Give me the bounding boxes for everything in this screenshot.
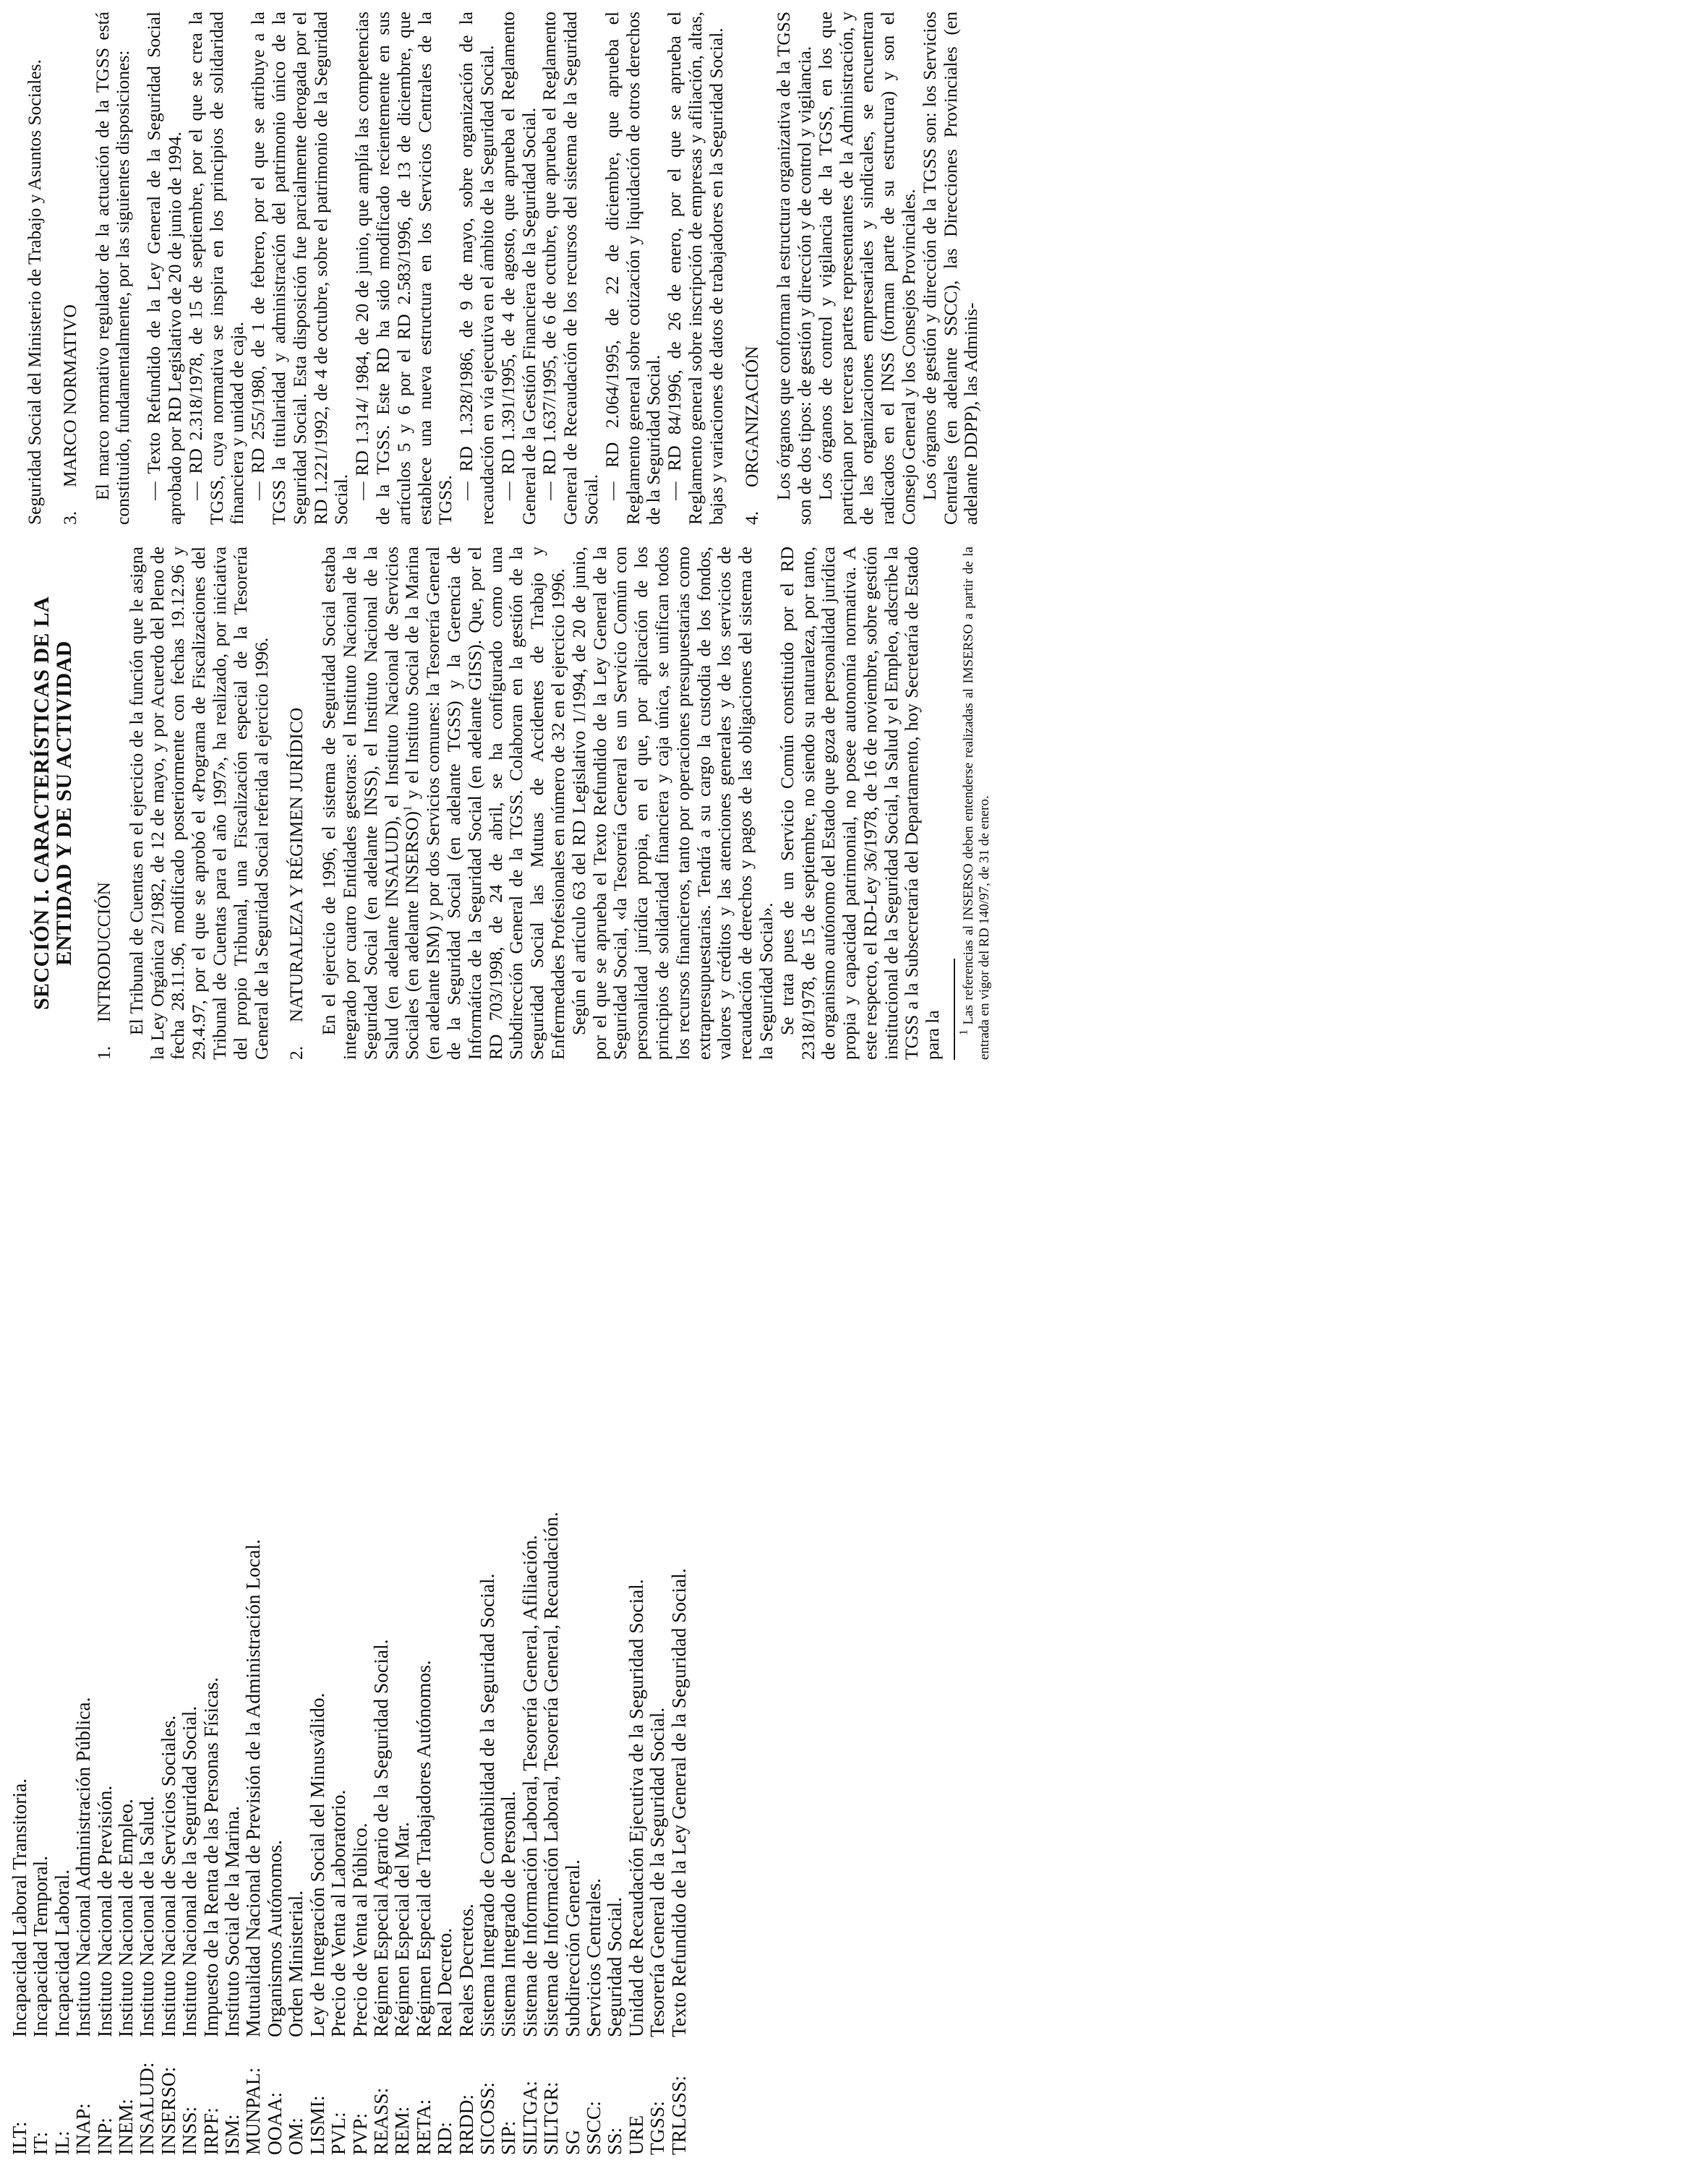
abbreviation-row [264,1143,285,2155]
abbreviation-value: Instituto Social de la Marina. [221,1806,244,2037]
abbreviation-value: Incapacidad Temporal. [29,1855,52,2037]
abbreviation-row [540,1143,561,2155]
paragraph: El Tribunal de Cuentas en el ejercicio de la función que le asigna la Ley Orgánica 2/1982, de 12 de mayo, y por Acuerdo del Pleno de fecha 28.11.96, modificado posteriormente con fechas 19.12.96 y 29.4.97, por el que se aprobó el «Programa de Fiscalizaciones del Tribunal de Cuentas para el año 1997», ha realizado, por iniciativa del propio Tribunal, una Fiscalización especial de la Tesorería General de la Seguridad Social referida al ejercicio 1996. [125,547,272,1060]
column-1 [30,547,993,1060]
abbreviation-value: Régimen Especial Agrario de la Seguridad Social. [369,1639,392,2037]
column-2 [25,12,982,525]
abbreviation-row [668,1143,689,2155]
footnote-divider [954,959,955,1060]
abbreviation-row [497,1143,518,2155]
list-item: — RD 255/1980, de 1 de febrero, por el que se atribuye a la TGSS la titularidad y administración del patrimonio único de la Seguridad Social. Esta disposición fue parcialmente derogada por el RD 1.221/1992, de 4 de octubre, sobre el patrimonio de la Seguridad Social. [247,12,352,525]
abbreviation-key: REM: [390,2106,414,2155]
abbreviation-value: Incapacidad Laboral Transitoria. [8,1778,30,2037]
abbreviation-value: Precio de Venta al Laboratorio. [327,1789,350,2037]
abbreviation-value: Instituto Nacional de la Salud. [135,1796,158,2037]
footnote: $^1$ Las referencias al INSERSO deben entenderse realizadas al IMSERSO a partir de la entrada en vigor del RD 140/97, de 31 de enero. [957,547,993,1060]
abbreviation-key: SILTGR: [539,2081,563,2155]
abbreviation-key: RRDD: [454,2094,477,2155]
abbreviation-value: Instituto Nacional Administración Pública. [72,1697,95,2037]
abbreviation-key: SSCC: [581,2101,604,2155]
paragraph: Los órganos que conforman la estructura organizativa de la TGSS son de dos tipos: de gestión y dirección y de control y vigilancia. [773,12,816,525]
abbreviation-value: Régimen Especial de Trabajadores Autónomos. [411,1660,435,2037]
paragraph: El marco normativo regulador de la actuación de la TGSS está constituido, fundamentalmente, por las siguientes disposiciones: [91,12,134,525]
abbreviation-value: Ley de Integración Social del Minusválido. [305,1692,328,2037]
list-item: — RD 84/1996, de 26 de enero, por el que se aprueba el Reglamento general sobre inscripción de empresas y afiliación, altas, bajas y variaciones de datos de trabajadores en la Seguridad Social. [664,12,727,525]
abbreviation-row [604,1143,625,2155]
list-item: — RD 1.314/ 1984, de 20 de junio, que amplía las competencias de la TGSS. Este RD ha sido modificado recientemente en sus artículos 5 y 6 por el RD 2.583/1996, de 13 de diciembre, que establece una nueva estructura en los Servicios Centrales de la TGSS. [351,12,456,525]
abbreviation-row [72,1143,93,2155]
abbreviation-value: Sistema Integrado de Personal. [497,1791,520,2037]
abbreviation-key: RETA: [411,2099,435,2155]
abbreviation-key: IT: [29,2131,52,2155]
abbreviation-key: PVL: [327,2112,350,2155]
abbreviation-row [391,1143,412,2155]
abbreviation-row [583,1143,604,2155]
abbreviation-row [158,1143,179,2155]
abbreviation-key: IRPF: [199,2107,222,2155]
abbreviation-key: LISMI: [305,2095,328,2155]
footnote-ref: 1 [401,805,414,812]
abbreviation-key: SS: [603,2127,626,2155]
abbreviation-key: PVP: [348,2112,371,2155]
abbreviation-value: Instituto Nacional de Empleo. [114,1799,137,2037]
abbreviation-value: Sistema Integrado de Contabilidad de la Seguridad Social. [475,1573,498,2037]
abbreviation-value: Texto Refundido de la Ley General de la Seguridad Social. [667,1568,690,2037]
abbreviation-row [94,1143,115,2155]
abbreviation-value: Régimen Especial del Mar. [390,1822,414,2037]
abbreviation-key: SICOSS: [475,2082,498,2155]
abbreviations-list [9,1143,689,2155]
abbreviation-row [307,1143,328,2155]
abbreviation-value: Seguridad Social. [603,1897,626,2037]
abbreviation-key: SIP: [497,2120,520,2155]
abbreviation-key: INSERSO: [156,2066,179,2155]
abbreviation-row [434,1143,455,2155]
abbreviation-row [136,1143,157,2155]
list-item: — RD 2.064/1995, de 22 de diciembre, que aprueba el Reglamento general sobre cotización y liquidación de otros derechos de la Seguridad Social. [601,12,664,525]
abbreviation-key: URE [624,2115,647,2155]
abbreviation-key: REASS: [369,2087,392,2155]
paragraph: En el ejercicio de 1996, el sistema de Seguridad Social estaba integrado por cuatro Entidades gestoras: el Instituto Nacional de la Seguridad Social (en adelante INSS), el Instituto Nacional de la Salud (en adelante INSALUD), el Instituto Nacional de Servicios Sociales (en adelante INSERSO)$^1$ y el Instituto Social de la Marina (en adelante ISM) y por dos Servicios comunes: la Tesorería General de la Seguridad Social (en adelante TGSS) y la Gerencia de Informática de la Seguridad Social (en adelante GISS). Que, por el RD 703/1998, de 24 de abril, se ha configurado como una Subdirección General de la TGSS. Colaboran en la gestión de la Seguridad Social las Mutuas de Accidentes de Trabajo y Enfermedades Profesionales en número de 32 en el ejercicio 1996. [318,547,568,1060]
abbreviation-row [646,1143,667,2155]
abbreviation-row [9,1143,30,2155]
paragraph: Según el artículo 63 del RD Legislativo 1/1994, de 20 de junio, por el que se aprueba el Texto Refundido de la Ley General de la Seguridad Social, «la Tesorería General es un Servicio Común con personalidad jurídica propia, en el que, por aplicación de los principios de solidaridad financiera y caja única, se unifican todos los recursos financieros, tanto por operaciones presupuestarias como extrapresupuestarias. Tendrá a su cargo la custodia de los fondos, valores y créditos y las atenciones generales y de los servicios de recaudación de derechos y pagos de las obligaciones del sistema de la Seguridad Social». [568,547,777,1060]
abbreviation-row [562,1143,583,2155]
abbreviation-value: Reales Decretos. [454,1903,477,2037]
abbreviation-key: SG [560,2129,583,2155]
abbreviation-value: Instituto Nacional de Servicios Sociales. [156,1715,179,2037]
abbreviation-value: Organismos Autónomos. [262,1840,286,2037]
abbreviation-key: SILTGA: [518,2081,541,2155]
abbreviation-key: MUNPAL: [241,2067,265,2155]
abbreviation-value: Subdirección General. [560,1859,583,2037]
list-item: — Texto Refundido de la Ley General de la Seguridad Social aprobado por RD Legislativo de 20 de junio de 1994. [143,12,185,525]
abbreviation-value: Impuesto de la Renta de las Personas Físicas. [199,1677,222,2037]
abbreviation-row [519,1143,540,2155]
abbreviation-value: Tesorería General de la Seguridad Social. [646,1707,669,2037]
abbreviation-key: TRLGSS: [667,2075,690,2155]
abbreviation-value: Incapacidad Laboral. [50,1869,73,2037]
paragraph: Los órganos de gestión y dirección de la TGSS son: los Servicios Centrales (en adelante SSCC), las Direcciones Provinciales (en adelante DDPP), las Adminis- [918,12,982,525]
abbreviation-key: INP: [93,2117,116,2155]
abbreviation-key: INSALUD: [135,2062,158,2155]
abbreviation-key: IL: [50,2131,73,2155]
paragraph: Seguridad Social del Ministerio de Trabajo y Asuntos Sociales. [24,59,45,525]
paragraph: Se trata pues de un Servicio Común constituido por el RD 2318/1978, de 15 de septiembre, no siendo su naturaleza, por tanto, de organismo autónomo del Estado que goza de personalidad jurídica propia y capacidad patrimonial, no posee autonomía normativa. A este respecto, el RD-Ley 36/1978, de 16 de noviembre, sobre gestión institucional de la Seguridad Social, la Salud y el Empleo, adscribe la TGSS a la Subsecretaría del Departamento, hoy Secretaría de Estado para la [776,547,944,1060]
abbreviation-row [51,1143,72,2155]
abbreviation-value: Sistema de Información Laboral, Tesorería General, Recaudación. [539,1512,563,2037]
abbreviation-key: OM: [284,2117,307,2155]
abbreviation-value: Mutualidad Nacional de Previsión de la Administración Local. [241,1539,265,2037]
abbreviation-row [349,1143,370,2155]
abbreviation-key: INSS: [178,2106,201,2155]
abbreviation-row [200,1143,221,2155]
abbreviation-row [242,1143,263,2155]
list-item: — RD 1.391/1995, de 4 de agosto, que aprueba el Reglamento General de la Gestión Financiera de la Seguridad Social. [497,12,539,525]
abbreviation-value: Orden Ministerial. [284,1890,307,2037]
abbreviation-key: INAP: [72,2103,95,2155]
section-title: SECCIÓN I. CARACTERÍSTICAS DE LA ENTIDAD Y DE SU ACTIVIDAD [30,596,76,1011]
abbreviation-key: INEM: [114,2099,137,2155]
abbreviation-value: Unidad de Recaudación Ejecutiva de la Seguridad Social. [624,1579,647,2037]
abbreviation-key: ISM: [221,2114,244,2155]
abbreviation-value: Instituto Nacional de Previsión. [93,1785,116,2037]
abbreviation-row [625,1143,646,2155]
abbreviation-key: RD: [433,2122,456,2155]
abbreviation-row [285,1143,306,2155]
list-item: — RD 1.637/1995, de 6 de octubre, que aprueba el Reglamento General de Recaudación de los recursos del sistema de la Seguridad Social. [539,12,602,525]
abbreviation-row [115,1143,136,2155]
abbreviation-value: Servicios Centrales. [581,1878,604,2037]
abbreviation-row [476,1143,497,2155]
abbreviation-key: ILT: [8,2121,30,2155]
abbreviation-row [370,1143,391,2155]
abbreviation-value: Sistema de Información Laboral, Tesorería General, Afiliación. [518,1535,541,2037]
paragraph: Los órganos de control y vigilancia de la TGSS, en los que participan por terceras partes representantes de la Administración, y de las organizaciones empresariales y sindicales, se encuentran radicados en el INSS (forman parte de su estructura) y son el Consejo General y los Consejos Provinciales. [814,12,920,525]
abbreviation-row [328,1143,349,2155]
abbreviation-row [456,1143,476,2155]
abbreviation-row [30,1143,51,2155]
abbreviation-key: TGSS: [646,2101,669,2155]
abbreviation-row [413,1143,434,2155]
abbreviation-row [221,1143,242,2155]
abbreviation-row [179,1143,200,2155]
abbreviation-value: Precio de Venta al Público. [348,1823,371,2037]
list-item: — RD 1.328/1986, de 9 de mayo, sobre organización de la recaudación en vía ejecutiva en el ámbito de la Seguridad Social. [456,12,497,525]
abbreviation-value: Real Decreto. [433,1927,456,2037]
heading-marco-normativo: 3.MARCO NORMATIVO [59,304,80,525]
list-item: — RD 2.318/1978, de 15 de septiembre, por el que se crea la TGSS, cuya normativa se inspira en los principios de solidaridad financiera y unidad de caja. [184,12,248,525]
heading-introduccion: 1.INTRODUCCIÓN [93,881,114,1060]
abbreviation-key: OOAA: [262,2091,286,2155]
heading-naturaleza: 2.NATURALEZA Y RÉGIMEN JURÍDICO [286,707,307,1060]
heading-organizacion: 4.ORGANIZACIÓN [740,346,762,525]
abbreviation-value: Instituto Nacional de la Seguridad Social. [178,1705,201,2037]
